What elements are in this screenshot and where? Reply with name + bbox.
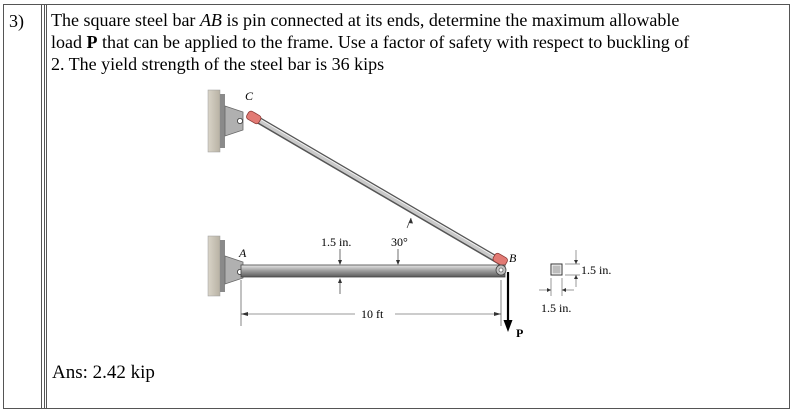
line1-post: is pin connected at its ends, determine the maximum allowable — [221, 10, 680, 30]
section-height-label: 1.5 in. — [541, 301, 572, 315]
label-c: C — [245, 89, 254, 103]
cross-section — [539, 250, 580, 296]
rod-cb — [245, 110, 508, 267]
line2-pre: load — [51, 32, 87, 52]
cell-inner-border — [46, 5, 47, 408]
problem-statement — [51, 9, 781, 75]
bar-ab — [241, 265, 505, 277]
line3: 2. The yield strength of the steel bar is 36 kips — [51, 54, 385, 74]
line1-pre: The square steel bar — [51, 10, 200, 30]
length-label: 10 ft — [361, 307, 384, 321]
answer-text: Ans: 2.42 kip — [52, 362, 155, 383]
frame-figure — [195, 84, 635, 354]
load-p: P — [86, 32, 98, 52]
label-a: A — [239, 246, 247, 260]
load-arrow-p — [504, 272, 513, 332]
number-column — [4, 5, 45, 408]
label-p: P — [516, 326, 524, 340]
line2-post: that can be applied to the frame. Use a factor of safety with respect to buckling of — [97, 32, 690, 52]
section-arrows — [338, 218, 413, 294]
pin-b — [496, 265, 506, 275]
angle-label: 30° — [391, 235, 408, 249]
bar-label-ab: AB — [199, 10, 222, 30]
question-number: 3) — [9, 11, 24, 31]
section-width-label: 1.5 in. — [581, 263, 612, 277]
dim-label-top: 1.5 in. — [321, 235, 352, 249]
wall-support-c — [208, 90, 243, 152]
wall-support-a — [208, 236, 243, 296]
label-b: B — [509, 251, 517, 265]
number-column-inner — [4, 5, 42, 408]
